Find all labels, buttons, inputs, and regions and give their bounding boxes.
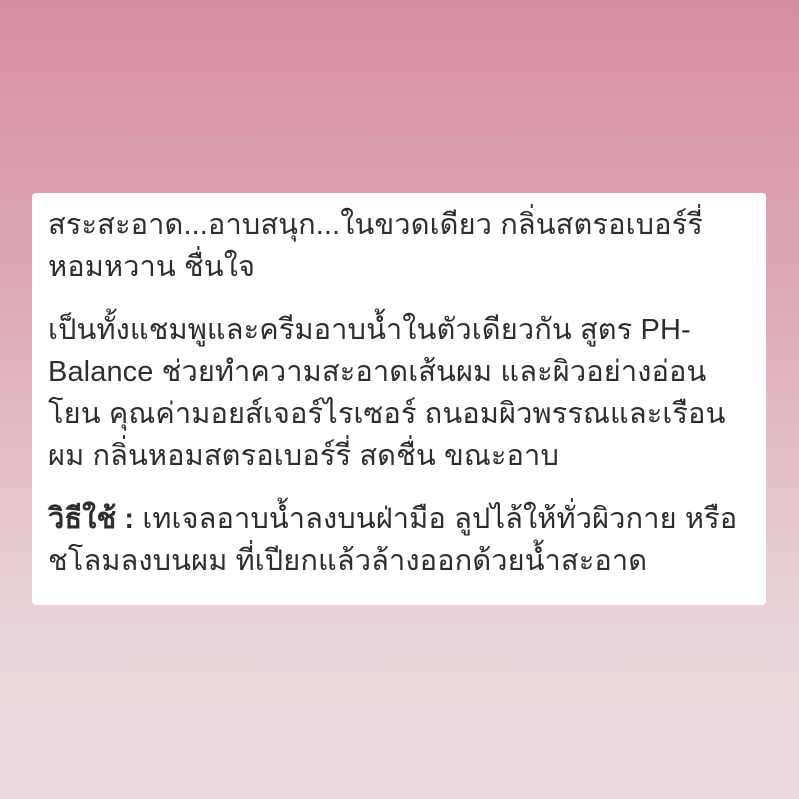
usage-paragraph <box>48 498 750 582</box>
usage-label: วิธีใช้ : <box>48 503 135 535</box>
product-description-card <box>32 193 766 605</box>
description-paragraph: เป็นทั้งแชมพูและครีมอาบน้ำในตัวเดียวกัน สูตร PH-Balance ช่วยทำความสะอาดเส้นผม และผิวอย่างอ่อนโยน คุณค่ามอยส์เจอร์ไรเซอร์ ถนอมผิวพรรณและเรือนผม กลิ่นหอมสตรอเบอร์รี่ สดชื่น ขณะอาบ <box>48 314 726 472</box>
intro-paragraph: สระสะอาด...อาบสนุก...ในขวดเดียว กลิ่นสตรอเบอร์รี่ หอมหวาน ชื่นใจ <box>48 209 703 283</box>
usage-text: เทเจลอาบน้ำลงบนฝ่ามือ ลูปไล้ให้ทั่วผิวกาย หรือชโลมลงบนผม ที่เปียกแล้วล้างออกด้วยน้ำสะอาด <box>48 503 738 577</box>
